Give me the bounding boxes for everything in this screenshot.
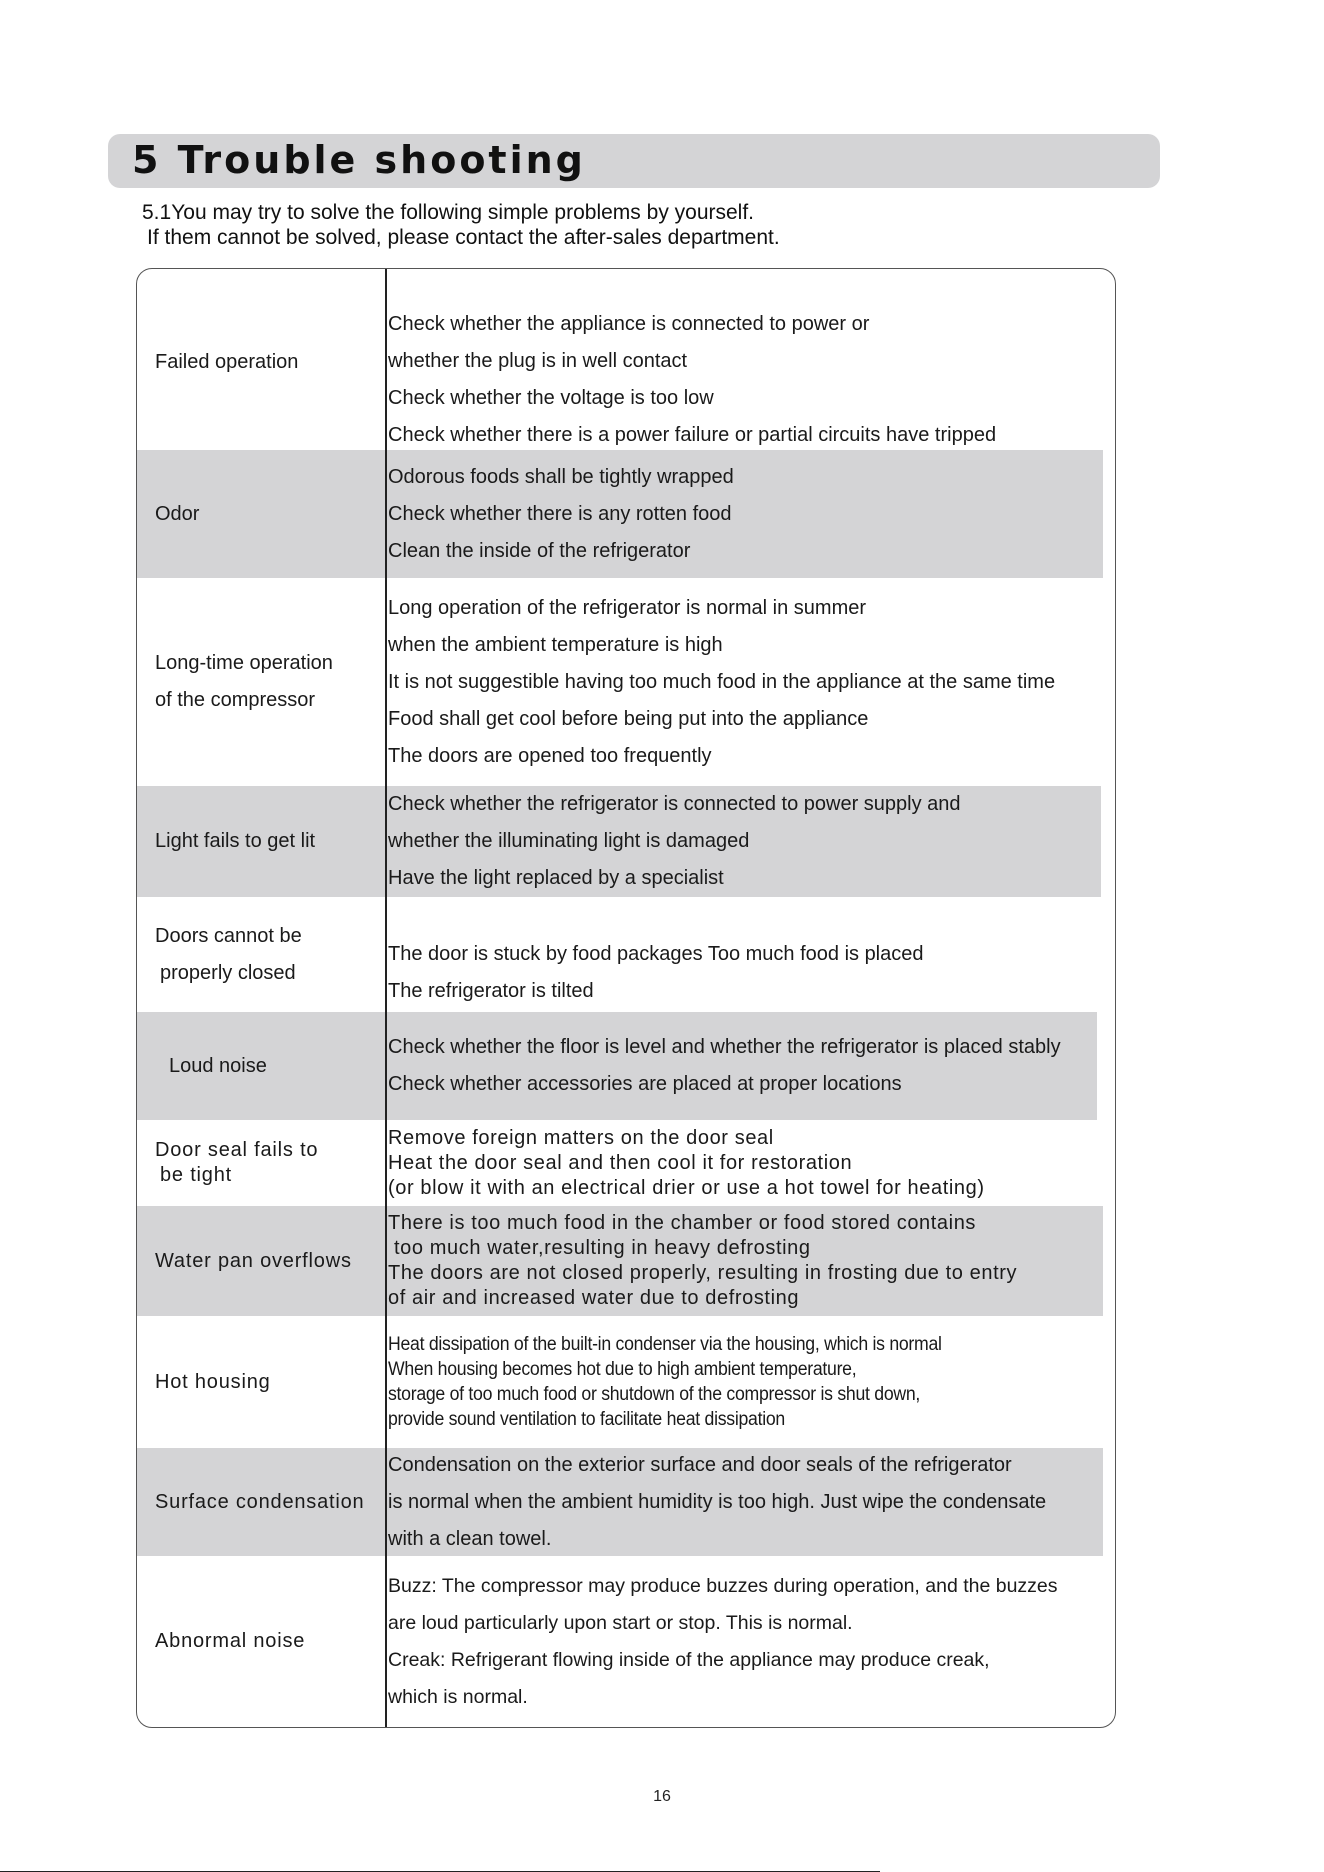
solution-line: are loud particularly upon start or stop. This is normal. [388,1611,853,1634]
page-number: 16 [653,1788,671,1805]
problem-text: Odor [155,502,200,525]
problem-cell [155,1012,395,1120]
problem-text: Door seal fails to [155,1139,319,1161]
problem-text: Long-time operation [155,652,333,674]
solution-cell [388,1120,985,1206]
solution-cell [388,578,1055,786]
solution-line: provide sound ventilation to facilitate heat dissipation [388,1409,785,1430]
solution-line: (or blow it with an electrical drier or use a hot towel for heating) [388,1176,985,1199]
solution-cell [388,1012,1061,1120]
solution-line: Check whether there is any rotten food [388,502,732,525]
solution-line: whether the illuminating light is damaged [388,830,750,852]
solution-line: The door is stuck by food packages Too much food is placed [388,942,924,965]
solution-cell [388,1448,1046,1556]
problem-cell [155,450,381,578]
problem-text: Water pan overflows [155,1249,352,1272]
problem-cell [155,269,381,455]
problem-text: Hot housing [155,1370,271,1393]
solution-line: Buzz: The compressor may produce buzzes during operation, and the buzzes [388,1574,1058,1597]
solution-line: The refrigerator is tilted [388,979,594,1002]
table-row [137,269,1115,455]
table-row [137,1448,1115,1556]
solution-cell [388,269,996,473]
problem-text: Failed operation [155,350,299,373]
solution-line: Check whether the refrigerator is connected to power supply and [388,793,961,815]
solution-line: There is too much food in the chamber or food stored contains [388,1212,977,1234]
intro-text [142,200,780,250]
solution-line: whether the plug is in well contact [388,350,688,372]
problem-text: of the compressor [155,689,316,711]
table-row [137,578,1115,786]
section-title: 5 Trouble shooting [132,138,586,182]
problem-cell [155,1206,381,1316]
problem-text: Surface condensation [155,1490,365,1513]
solution-line: Clean the inside of the refrigerator [388,539,691,562]
solution-line: Have the light replaced by a specialist [388,867,724,889]
solution-line: is normal when the ambient humidity is too high. Just wipe the condensate [388,1490,1047,1513]
table-row [137,1206,1115,1316]
problem-text: properly closed [160,961,296,984]
solution-line: The doors are not closed properly, resulting in frosting due to entry [388,1262,1018,1284]
solution-line: Check whether accessories are placed at proper locations [388,1073,902,1095]
table-row [137,1556,1115,1727]
solution-cell [388,450,734,578]
solution-cell [388,897,924,1030]
table-row [137,1316,1115,1448]
solution-line: When housing becomes hot due to high ambient temperature, [388,1359,857,1380]
problem-text: Doors cannot be [155,924,302,947]
solution-line: Condensation on the exterior surface and door seals of the refrigerator [388,1453,1012,1476]
problem-cell [155,1120,381,1206]
column-divider [385,269,387,1727]
problem-text: Loud noise [169,1054,267,1077]
troubleshooting-table [136,268,1116,1728]
solution-line: Check whether the floor is level and whether the refrigerator is placed stably [388,1036,1061,1058]
solution-line: Check whether the appliance is connected to power or [388,313,870,335]
solution-line: when the ambient temperature is high [388,633,723,656]
solution-line: Odorous foods shall be tightly wrapped [388,465,734,488]
problem-cell [155,1448,381,1556]
problem-text: Abnormal noise [155,1630,306,1652]
solution-line: Creak: Refrigerant flowing inside of the appliance may produce creak, [388,1648,990,1671]
section-header [108,134,1160,188]
intro-line: 5.1You may try to solve the following simple problems by yourself. [142,201,755,224]
problem-cell [155,578,381,786]
intro-line: If them cannot be solved, please contact the after-sales department. [147,226,780,249]
solution-line: Food shall get cool before being put into the appliance [388,707,869,730]
solution-line: of air and increased water due to defrosting [388,1287,800,1309]
solution-line: It is not suggestible having too much food in the appliance at the same time [388,670,1056,693]
solution-line: Heat the door seal and then cool it for restoration [388,1151,853,1174]
problem-cell [155,1316,381,1448]
solution-line: storage of too much food or shutdown of the compressor is shut down, [388,1384,921,1405]
problem-cell [155,1556,381,1727]
table-row [137,897,1115,1012]
table-row [137,1120,1115,1206]
solution-line: too much water,resulting in heavy defrosting [394,1237,811,1259]
solution-line: with a clean towel. [388,1527,552,1550]
problem-text: Light fails to get lit [155,830,316,852]
problem-cell [155,897,381,1012]
solution-line: Long operation of the refrigerator is normal in summer [388,596,867,619]
solution-line: which is normal. [388,1685,528,1708]
solution-cell [388,786,961,897]
solution-line: The doors are opened too frequently [388,744,712,767]
problem-cell [155,786,381,897]
solution-cell [388,1556,1058,1727]
solution-cell [388,1316,942,1448]
solution-line: Heat dissipation of the built-in condenser via the housing, which is normal [388,1334,942,1355]
solution-cell [388,1206,1017,1316]
table-row [137,1012,1115,1120]
solution-line: Check whether there is a power failure or partial circuits have tripped [388,424,997,446]
table-row [137,786,1115,897]
solution-line: Check whether the voltage is too low [388,387,714,409]
problem-text: be tight [160,1164,233,1186]
solution-line: Remove foreign matters on the door seal [388,1126,774,1149]
